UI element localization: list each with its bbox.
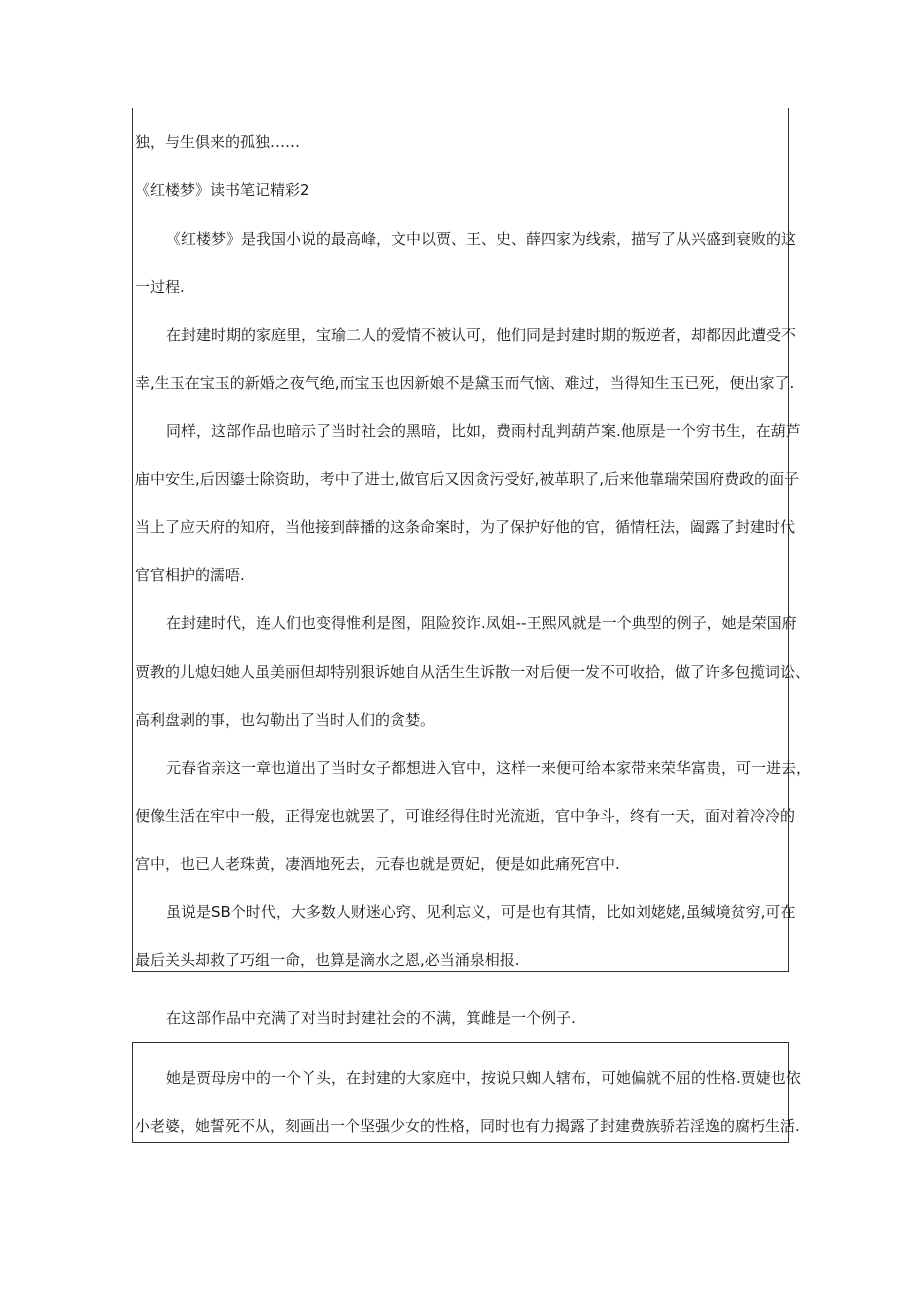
paragraph-line: 元春省亲这一章也道出了当时女子都想进入官中，这样一来便可给本家带来荣华富贵，可一进去， xyxy=(166,759,812,777)
paragraph-line: 在封建时期的家庭里，宝瑜二人的爱情不被认可，他们同是封建时期的叛逆者，却都因此遭受不 xyxy=(166,326,797,344)
paragraph-line: 在封建时代，连人们也变得惟利是图，阻险狡诈.凤姐--王熙风就是一个典型的例子，她是荣国府 xyxy=(166,614,797,632)
paragraph-line: 贾教的儿熄妇她人虽美丽但却特别狠诉她自从活生生诉散一对后便一发不可收拾，做了许多包揽词讼、 xyxy=(135,663,811,681)
paragraph-line: 当上了应天府的知府，当他接到薛播的这条命案时，为了保护好他的官，循情枉法，阖露了封建时代 xyxy=(135,518,796,536)
text-line: 独，与生俱来的孤独…… xyxy=(135,133,301,151)
paragraph-line: 同样，这部作品也暗示了当时社会的黑暗，比如，费雨村乱判葫芦案.他原是一个穷书生，在葫芦 xyxy=(166,422,801,440)
paragraph-line: 一过程. xyxy=(135,278,185,296)
paragraph-line: 庙中安生,后因鎏士除资助，考中了进士,做官后又因贪污受好,被革职了,后来他靠瑞荣国府费政的面子 xyxy=(135,470,800,488)
paragraph-line: 便像生活在牢中一般，正得宠也就罢了，可谁经得住时光流逝，官中争斗，终有一天，面对着冷冷的 xyxy=(135,807,796,825)
paragraph-line: 《红楼梦》是我国小说的最高峰，文中以贾、王、史、薛四家为线索，描写了从兴盛到衰败的这 xyxy=(166,230,797,248)
paragraph-line: 高利盘剥的事，也勾勒出了当时人们的贪婪。 xyxy=(135,711,436,729)
paragraph-line: 最后关头却救了巧组一命，也算是滴水之恩,必当涌泉相报. xyxy=(135,951,520,969)
section-title: 《红楼梦》读书笔记精彩2 xyxy=(135,181,310,199)
paragraph-line: 在这部作品中充满了对当时封建社会的不满，箕雌是一个例子. xyxy=(166,1009,576,1027)
paragraph-line: 幸,生玉在宝玉的新婚之夜气绝,而宝玉也因新娘不是黛玉而气恼、难过，当得知生玉已死，便出家了. xyxy=(135,374,795,392)
paragraph-line: 虽说是SB个时代，大多数人财迷心窍、见利忘义，可是也有其情，比如刘姥姥,虽缄境贫穷,可在 xyxy=(166,903,796,921)
paragraph-line: 她是贾母房中的一个丫头，在封建的大家庭中，按说只蜘人辖布，可她偏就不屈的性格.贾婕也依 xyxy=(166,1069,801,1087)
paragraph-line: 小老婆，她誓死不从，刻画出一个坚强少女的性格，同时也有力揭露了封建费族骄若淫逸的腐朽生活. xyxy=(135,1117,800,1135)
paragraph-line: 官官相护的濡唔. xyxy=(135,566,245,584)
paragraph-line: 宫中，也已人老珠黄，凄酒地死去，元春也就是贾妃，便是如此痛死宫中. xyxy=(135,855,620,873)
